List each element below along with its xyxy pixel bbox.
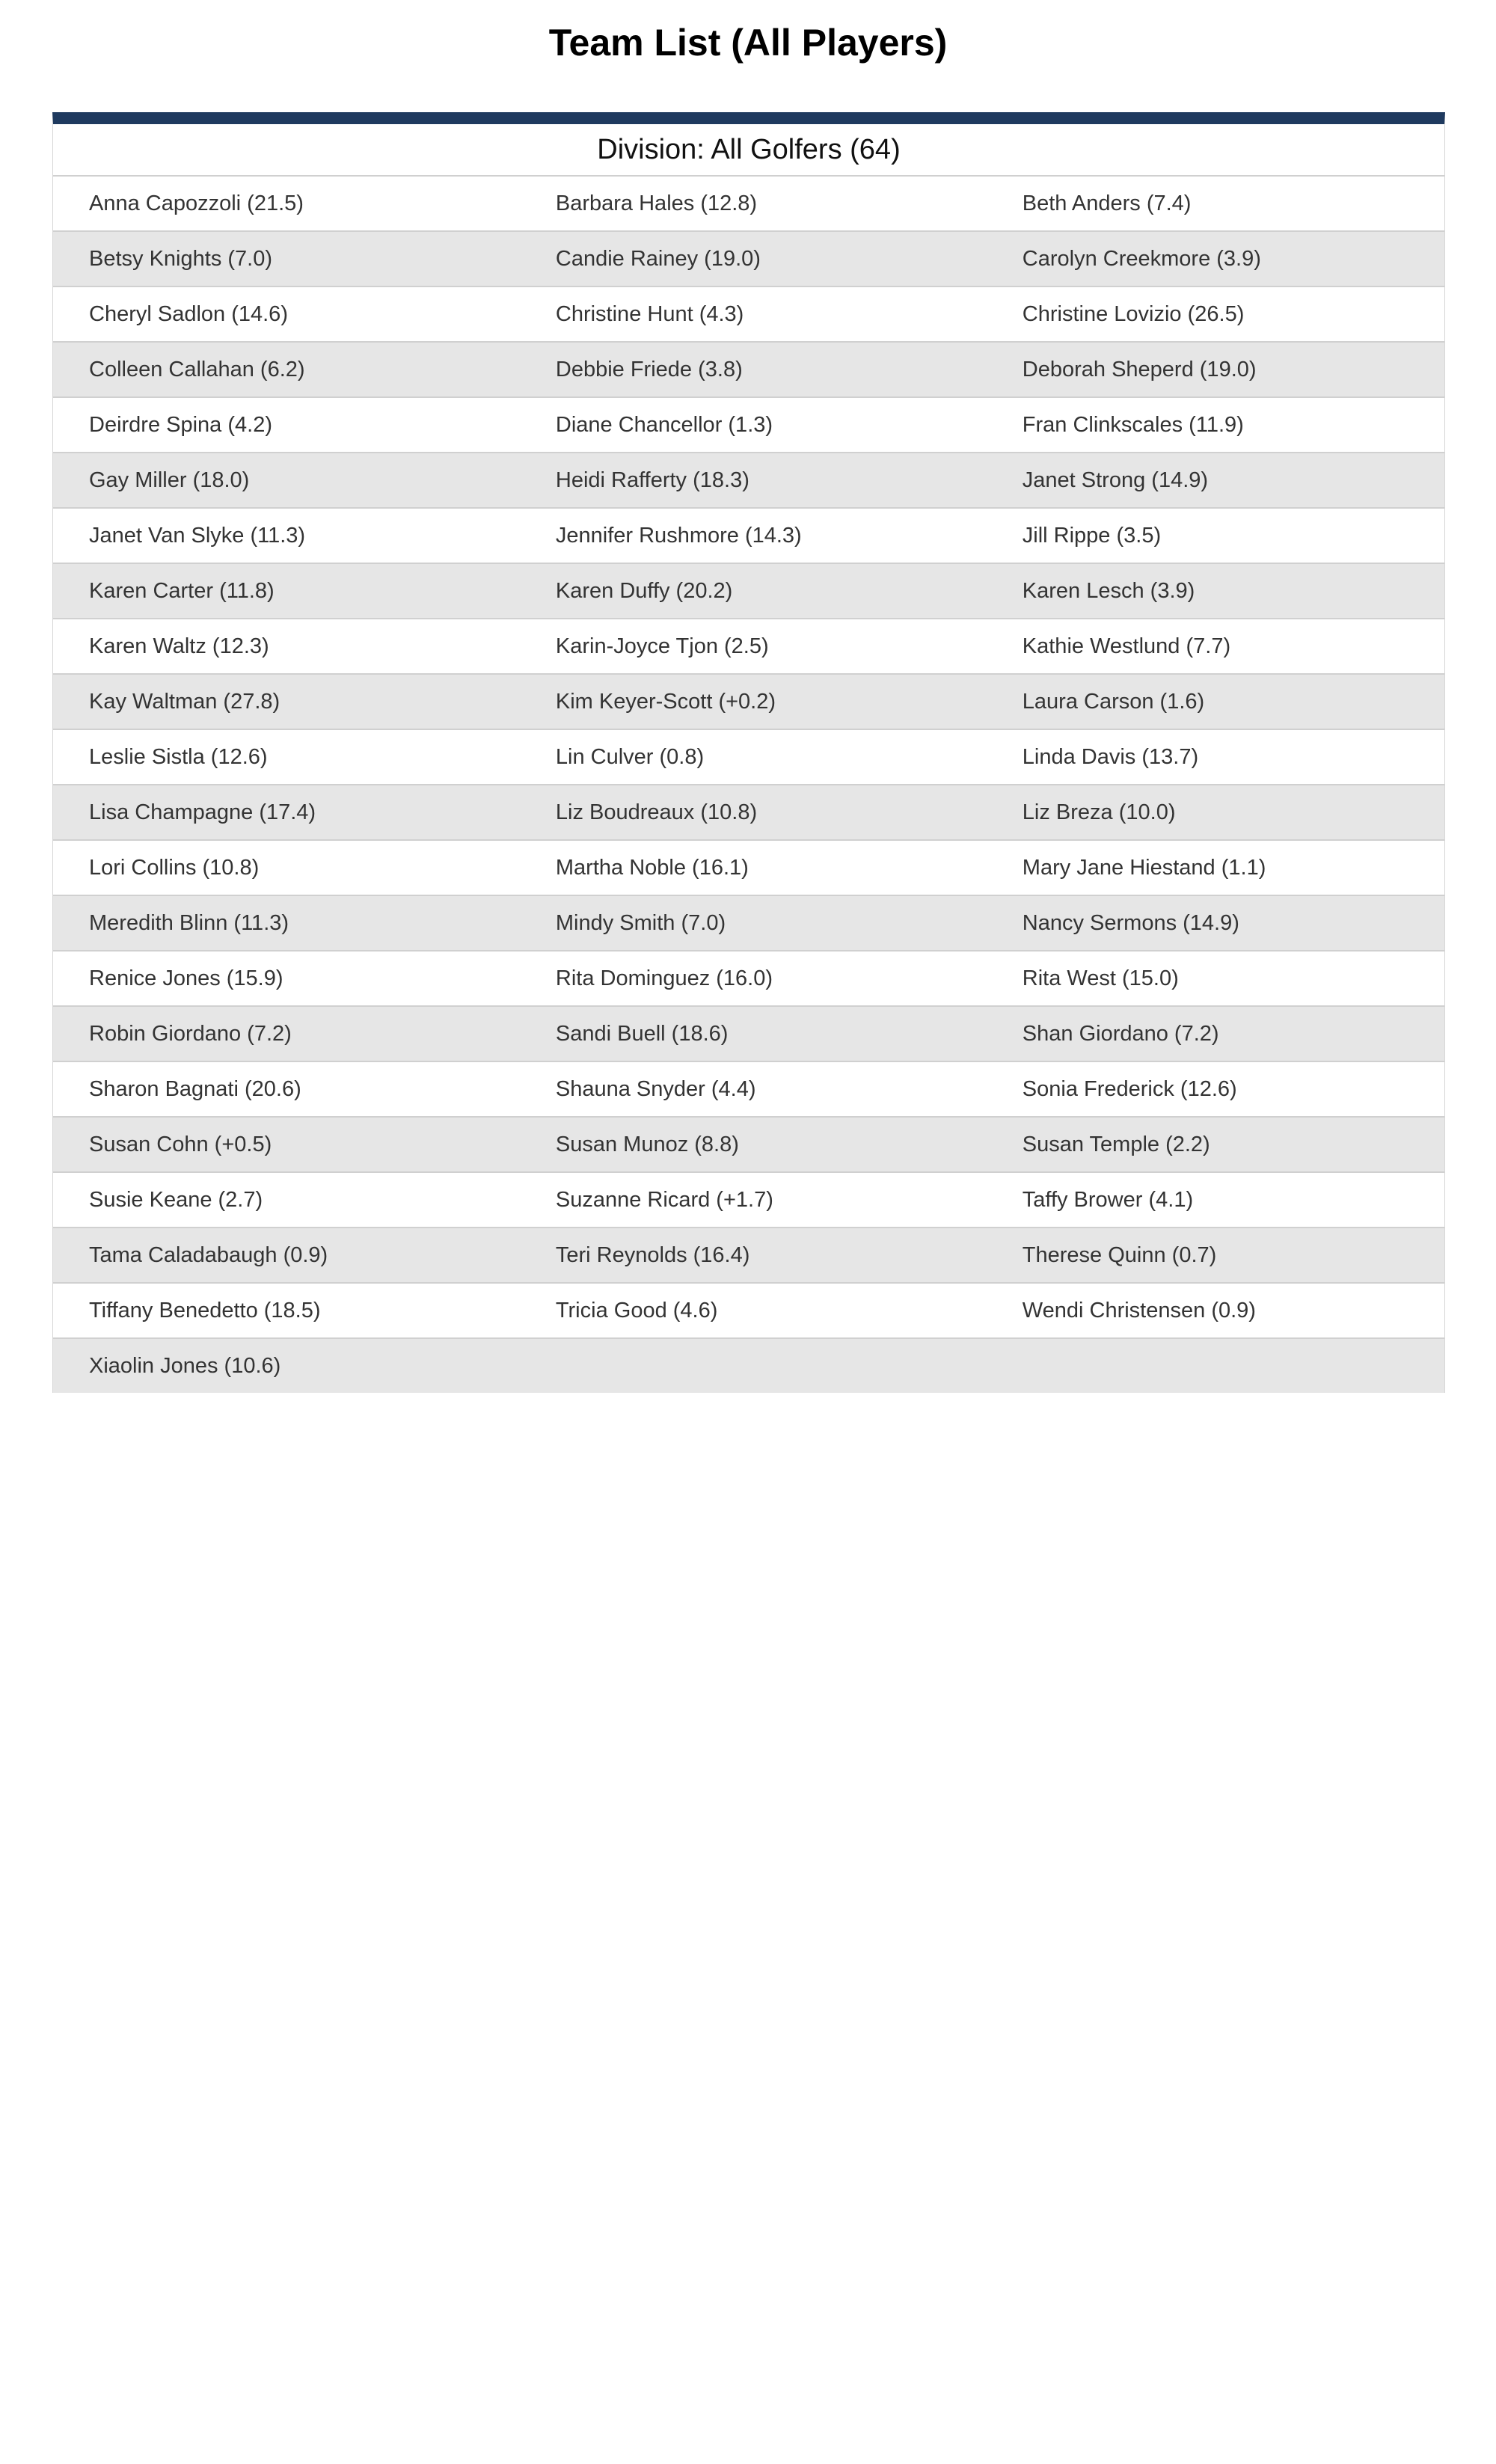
table-row (53, 619, 1444, 675)
player-cell (520, 1339, 987, 1393)
player-cell: Karen Waltz (12.3) (89, 634, 269, 658)
player-cell: Kay Waltman (27.8) (89, 690, 280, 714)
player-cell: Barbara Hales (12.8) (555, 191, 758, 215)
player-cell: Sharon Bagnati (20.6) (89, 1077, 301, 1101)
player-cell: Renice Jones (15.9) (89, 966, 283, 990)
player-cell: Karen Carter (11.8) (89, 579, 275, 603)
player-cell (987, 1339, 1444, 1393)
player-cell: Therese Quinn (0.7) (1022, 1243, 1217, 1267)
player-cell: Colleen Callahan (6.2) (89, 358, 305, 381)
player-cell: Rita West (15.0) (1022, 966, 1179, 990)
player-cell: Laura Carson (1.6) (1022, 690, 1205, 714)
table-row (53, 896, 1444, 951)
player-cell: Kathie Westlund (7.7) (1022, 634, 1231, 658)
player-cell: Candie Rainey (19.0) (555, 247, 761, 271)
table-row (53, 1173, 1444, 1228)
player-cell: Susan Cohn (+0.5) (89, 1133, 272, 1156)
player-cell: Robin Giordano (7.2) (89, 1022, 292, 1046)
player-cell: Tama Caladabaugh (0.9) (89, 1243, 328, 1267)
player-cell: Janet Strong (14.9) (1022, 468, 1209, 492)
player-cell: Martha Noble (16.1) (555, 856, 749, 880)
table-row (53, 841, 1444, 896)
player-cell: Leslie Sistla (12.6) (89, 745, 268, 769)
player-cell: Diane Chancellor (1.3) (555, 413, 773, 437)
player-cell: Kim Keyer-Scott (+0.2) (555, 690, 776, 714)
player-cell: Lin Culver (0.8) (555, 745, 705, 769)
player-cell: Cheryl Sadlon (14.6) (89, 302, 288, 326)
table-row (53, 509, 1444, 564)
page-title: Team List (All Players) (548, 22, 948, 64)
table-row (53, 951, 1444, 1007)
player-cell: Lori Collins (10.8) (89, 856, 260, 880)
player-cell: Mindy Smith (7.0) (555, 911, 726, 935)
player-cell: Xiaolin Jones (10.6) (89, 1354, 281, 1378)
player-cell: Debbie Friede (3.8) (555, 358, 743, 381)
player-cell: Gay Miller (18.0) (89, 468, 250, 492)
player-cell: Heidi Rafferty (18.3) (555, 468, 749, 492)
player-cell: Karin-Joyce Tjon (2.5) (555, 634, 769, 658)
player-cell: Shauna Snyder (4.4) (555, 1077, 756, 1101)
table-row (53, 398, 1444, 453)
player-cell: Tiffany Benedetto (18.5) (89, 1299, 321, 1323)
roster-rows (53, 177, 1444, 1393)
player-cell: Deirdre Spina (4.2) (89, 413, 272, 437)
player-cell: Deborah Sheperd (19.0) (1022, 358, 1257, 381)
player-cell: Sandi Buell (18.6) (555, 1022, 729, 1046)
player-cell: Christine Lovizio (26.5) (1022, 302, 1245, 326)
table-row (53, 785, 1444, 841)
player-cell: Meredith Blinn (11.3) (89, 911, 289, 935)
table-row (53, 232, 1444, 287)
player-cell: Nancy Sermons (14.9) (1022, 911, 1239, 935)
table-row (53, 1007, 1444, 1062)
table-row (53, 453, 1444, 509)
player-cell: Karen Lesch (3.9) (1022, 579, 1195, 603)
player-cell: Shan Giordano (7.2) (1022, 1022, 1219, 1046)
table-row (53, 1118, 1444, 1173)
table-row (53, 177, 1444, 232)
table-row (53, 675, 1444, 730)
table-row (53, 1062, 1444, 1118)
player-cell: Beth Anders (7.4) (1022, 191, 1192, 215)
player-cell: Suzanne Ricard (+1.7) (555, 1188, 773, 1212)
player-cell: Liz Breza (10.0) (1022, 800, 1176, 824)
table-row (53, 564, 1444, 619)
table-row (53, 1339, 1444, 1393)
player-cell: Susan Temple (2.2) (1022, 1133, 1210, 1156)
player-cell: Linda Davis (13.7) (1022, 745, 1199, 769)
player-cell: Susan Munoz (8.8) (555, 1133, 739, 1156)
player-cell: Jennifer Rushmore (14.3) (555, 524, 802, 548)
division-header: Division: All Golfers (64) (53, 124, 1444, 177)
player-cell: Fran Clinkscales (11.9) (1022, 413, 1244, 437)
player-cell: Lisa Champagne (17.4) (89, 800, 316, 824)
player-cell: Sonia Frederick (12.6) (1022, 1077, 1237, 1101)
player-cell: Christine Hunt (4.3) (555, 302, 744, 326)
player-cell: Janet Van Slyke (11.3) (89, 524, 306, 548)
table-row (53, 730, 1444, 785)
player-cell: Teri Reynolds (16.4) (555, 1243, 750, 1267)
player-cell: Anna Capozzoli (21.5) (89, 191, 304, 215)
player-cell: Wendi Christensen (0.9) (1022, 1299, 1256, 1323)
table-row (53, 343, 1444, 398)
player-cell: Susie Keane (2.7) (89, 1188, 263, 1212)
table-row (53, 287, 1444, 343)
player-cell: Liz Boudreaux (10.8) (555, 800, 758, 824)
player-cell: Rita Dominguez (16.0) (555, 966, 773, 990)
player-cell: Tricia Good (4.6) (555, 1299, 718, 1323)
player-cell: Karen Duffy (20.2) (555, 579, 733, 603)
player-cell: Carolyn Creekmore (3.9) (1022, 247, 1261, 271)
player-cell: Mary Jane Hiestand (1.1) (1022, 856, 1266, 880)
player-cell: Betsy Knights (7.0) (89, 247, 272, 271)
table-row (53, 1228, 1444, 1284)
table-row (53, 1284, 1444, 1339)
division-roster-table (52, 112, 1445, 1393)
player-cell: Jill Rippe (3.5) (1022, 524, 1162, 548)
player-cell: Taffy Brower (4.1) (1022, 1188, 1194, 1212)
